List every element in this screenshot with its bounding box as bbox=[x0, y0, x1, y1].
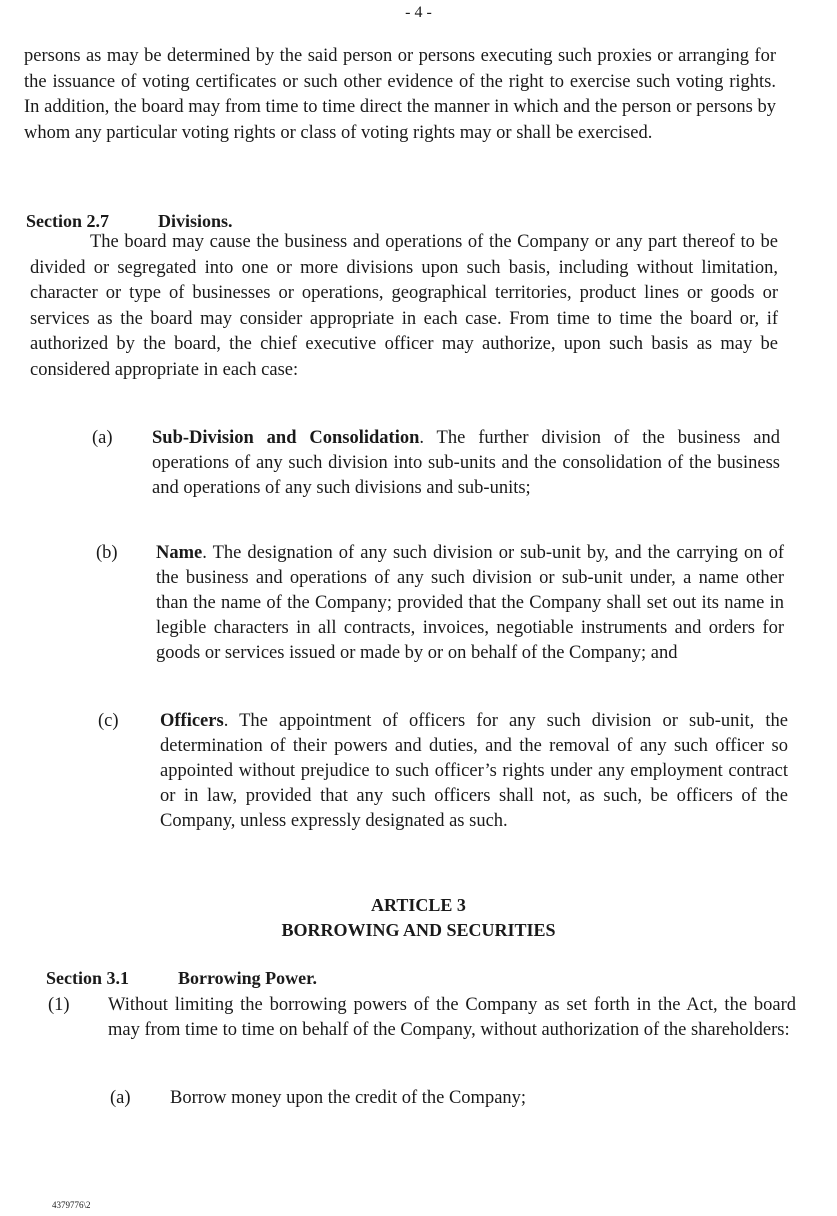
page-number: - 4 - bbox=[405, 4, 432, 21]
item-label: (1) bbox=[48, 995, 70, 1015]
item-body bbox=[160, 709, 788, 834]
item-label: (b) bbox=[96, 543, 118, 563]
section-number: Section 2.7 bbox=[26, 211, 109, 231]
article-number: ARTICLE 3 bbox=[371, 895, 466, 915]
list-item bbox=[92, 426, 782, 536]
section-2-7-heading bbox=[26, 211, 233, 232]
item-text: . The designation of any such division or sub-unit by, and the carrying on of the business and operations of any such division or sub-unit under, a name other than the name of the Company; provided that the Company shall set out its name in legible characters in all contracts, invoices, negotiable instruments and orders for goods or services issued or made by or on behalf of the Company; and bbox=[156, 543, 784, 663]
section-3-1-heading bbox=[46, 968, 317, 989]
list-item bbox=[48, 993, 798, 1073]
item-body: Without limiting the borrowing powers of the Company as set forth in the Act, the board may from time to time on behalf of the Company, without authorization of the shareholders: bbox=[108, 995, 796, 1040]
item-heading: Sub-Division and Consolidation bbox=[152, 428, 420, 448]
item-label: (c) bbox=[98, 711, 119, 731]
section-title: Borrowing Power. bbox=[178, 968, 317, 988]
intro-paragraph: persons as may be determined by the said person or persons executing such proxies or arranging for the issuance of voting certificates or such other evidence of the right to exercise such voting rights. In addition, the board may from time to time direct the manner in which and the person or persons by whom any particular voting rights or class of voting rights may or shall be exercised. bbox=[24, 46, 776, 143]
item-body bbox=[152, 426, 780, 501]
item-label: (a) bbox=[92, 428, 113, 448]
item-heading: Officers bbox=[160, 711, 224, 731]
list-item bbox=[98, 709, 790, 869]
section-title: Divisions. bbox=[158, 211, 233, 231]
item-label: (a) bbox=[110, 1088, 131, 1108]
article-title: BORROWING AND SECURITIES bbox=[281, 920, 556, 940]
article-heading bbox=[0, 893, 837, 943]
item-body bbox=[156, 541, 784, 666]
item-body: Borrow money upon the credit of the Company; bbox=[170, 1088, 527, 1108]
section-2-7-body: The board may cause the business and operations of the Company or any part thereof to be divided or segregated into one or more divisions upon such basis, including without limitation, character or type of businesses or operations, geographical territories, product lines or goods or services as the board may consider appropriate in each case. From time to time the board or, if authorized by the board, the chief executive officer may authorize, upon such basis as may be considered appropriate in each case: bbox=[30, 232, 778, 380]
item-text: . The appointment of officers for any such division or sub-unit, the determination of their powers and duties, and the removal of any such officer so appointed without prejudice to such officer’s rights under any employment contract or in law, provided that any such officers shall not, as such, be officers of the Company, unless expressly designated as such. bbox=[160, 711, 788, 831]
list-item bbox=[96, 541, 786, 701]
section-number: Section 3.1 bbox=[46, 968, 129, 988]
list-item bbox=[110, 1086, 710, 1116]
item-heading: Name bbox=[156, 543, 203, 563]
document-id: 4379776\2 bbox=[52, 1200, 91, 1210]
item-text: . The further division of the business and operations of any such division into sub-units and the consolidation of the business and operations of any such divisions and sub-units; bbox=[152, 428, 780, 498]
